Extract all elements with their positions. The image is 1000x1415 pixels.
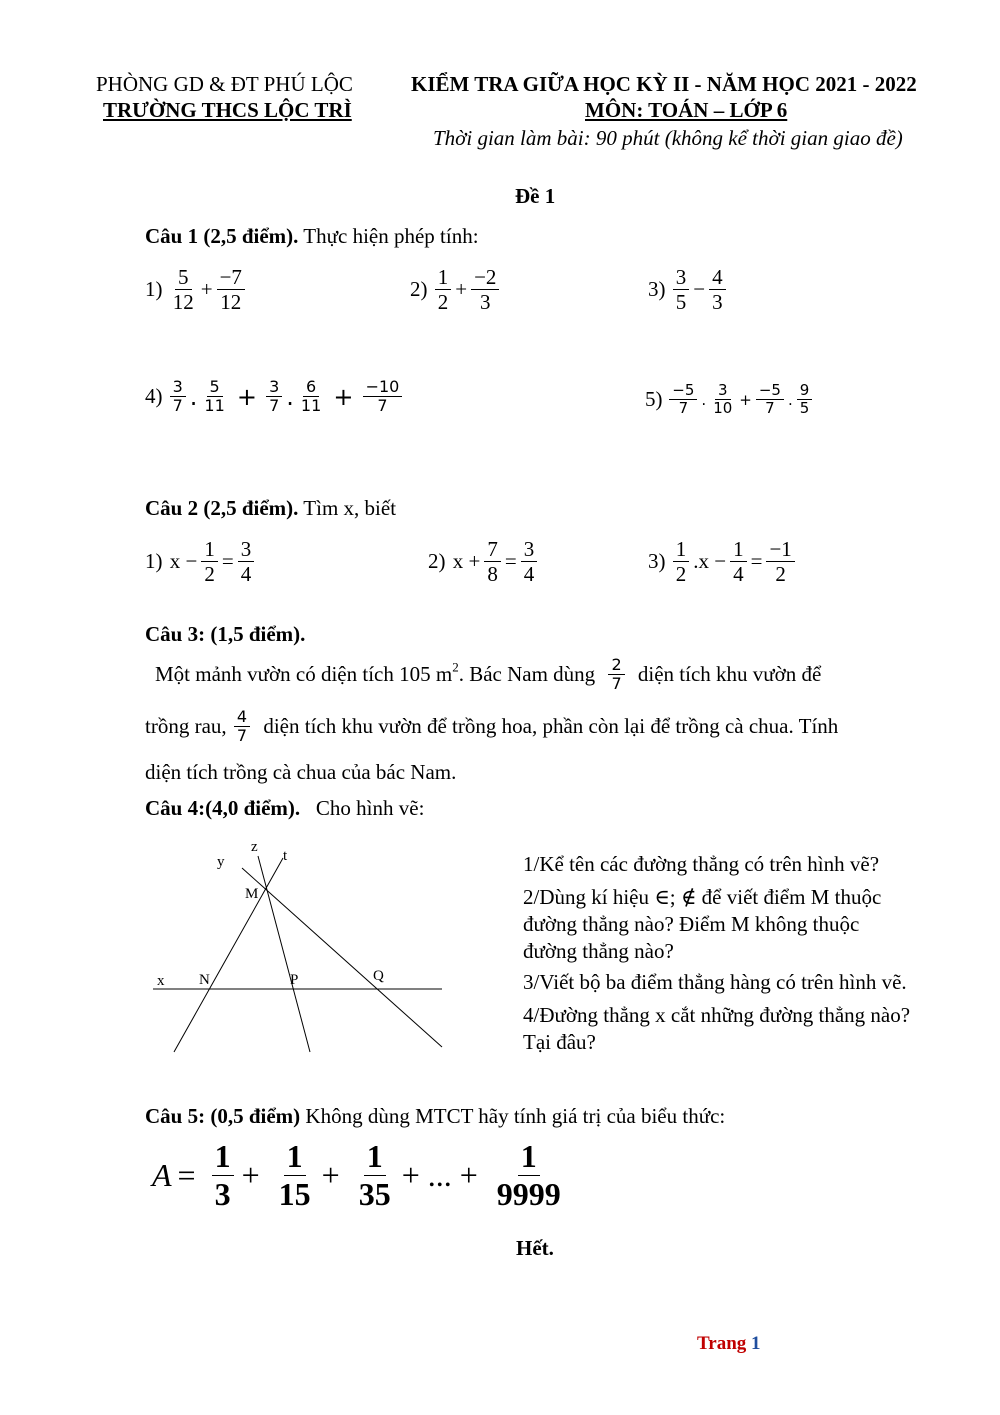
exam-version: Đề 1	[515, 184, 556, 208]
label-P: P	[290, 972, 299, 988]
label-Q: Q	[373, 968, 384, 984]
page-number: Trang 1	[697, 1333, 761, 1354]
q5-title: Câu 5: (0,5 điểm) Không dùng MTCT hãy tính giá trị của biểu thức:	[145, 1104, 726, 1128]
exam-title: KIỂM TRA GIỮA HỌC KỲ II - NĂM HỌC 2021 - 2022	[411, 72, 917, 96]
q5-expression: A = $\frac{1}{3}$ + $\frac{1}{15}$ + $\frac{1}{35}$ + ... + $\frac{1}{9999}$	[152, 1138, 561, 1212]
q4-item-3: 3/Viết bộ ba điểm thẳng hàng có trên hình vẽ.	[523, 970, 907, 994]
q1-problem-5: 5) $\frac{-5}{7}$ . $\frac{3}{10}$ + $\frac{-5}{7}$ . $\frac{9}{5}$	[645, 382, 814, 418]
q4-item-1: 1/Kể tên các đường thẳng có trên hình vẽ?	[523, 852, 880, 876]
time-note: Thời gian làm bài: 90 phút (không kể thời gian giao đề)	[433, 126, 903, 150]
q4-item-2-cont: đường thẳng nào? Điểm M không thuộc	[523, 912, 860, 936]
label-z: z	[251, 839, 258, 855]
department-name: PHÒNG GD & ĐT PHÚ LỘC	[96, 72, 353, 96]
q2-title: Câu 2 (2,5 điểm). Tìm x, biết	[145, 496, 397, 520]
q1-title: Câu 1 (2,5 điểm). Thực hiện phép tính:	[145, 224, 479, 248]
line-through-M-Q	[242, 868, 442, 1047]
q1-problem-4: 4) $\frac{3}{7}$ . $\frac{5}{11}$ + $\frac{3}{7}$ . $\frac{6}{11}$ + $\frac{-10}{7}$	[145, 378, 404, 416]
q2-problem-2: 2) x + $\frac{7}{8}$ = $\frac{3}{4}$	[428, 537, 539, 586]
q3-title: Câu 3: (1,5 điểm).	[145, 622, 306, 646]
q1-problem-3: 3) $\frac{3}{5}$ − $\frac{4}{3}$	[648, 265, 728, 314]
q2-problem-1: 1) x − $\frac{1}{2}$ = $\frac{3}{4}$	[145, 537, 256, 586]
q4-title: Câu 4:(4,0 điểm). Cho hình vẽ:	[145, 796, 425, 820]
q1-problem-1: 1) $\frac{5}{12}$ + $\frac{-7}{12}$	[145, 265, 247, 314]
q3-line-2: trồng rau, $\frac{4}{7}$ diện tích khu vườn để trồng hoa, phần còn lại để trồng cà chua. Tính	[145, 707, 839, 746]
label-y: y	[217, 854, 225, 870]
school-name: TRƯỜNG THCS LỘC TRÌ	[103, 98, 352, 122]
subject-line: MÔN: TOÁN – LỚP 6	[585, 98, 788, 122]
label-x: x	[157, 973, 165, 989]
q3-line-3: diện tích trồng cà chua của bác Nam.	[145, 760, 457, 784]
q4-item-2: 2/Dùng kí hiệu ∈; ∉ để viết điểm M thuộc	[523, 885, 882, 909]
q4-item-2-end: đường thẳng nào?	[523, 939, 674, 963]
line-through-P-M	[258, 856, 310, 1052]
label-t: t	[283, 848, 288, 864]
q1-problem-2: 2) $\frac{1}{2}$ + $\frac{-2}{3}$	[410, 265, 501, 314]
label-N: N	[199, 972, 210, 988]
q2-problem-3: 3) $\frac{1}{2}$ .x − $\frac{1}{4}$ = $\frac{-1}{2}$	[648, 537, 797, 586]
end-marker: Hết.	[516, 1236, 554, 1260]
q4-item-4: 4/Đường thẳng x cắt những đường thẳng nào?	[523, 1003, 911, 1027]
label-M: M	[245, 886, 259, 902]
q4-item-4-cont: Tại đâu?	[523, 1030, 596, 1054]
q3-line-1: Một mảnh vườn có diện tích 105 $m^2$. Bác Nam dùng $\frac{2}{7}$ diện tích khu vườn để	[155, 655, 822, 694]
